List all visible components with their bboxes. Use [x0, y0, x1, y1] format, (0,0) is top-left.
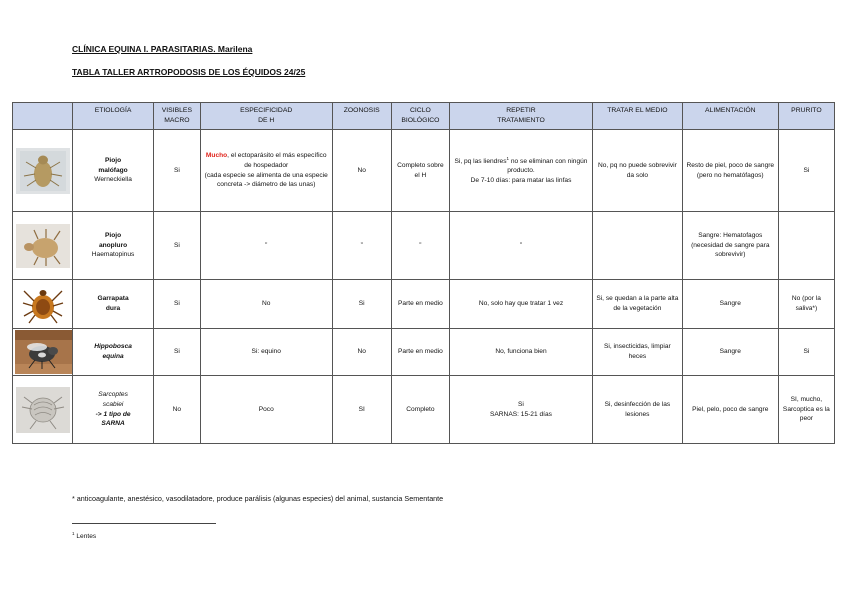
- ciclo-cell: Completo: [391, 376, 449, 444]
- col-zoonosis: ZOONOSIS: [332, 103, 391, 130]
- ciclo-cell: Parte en medio: [391, 329, 449, 376]
- visibles-cell: No: [153, 376, 200, 444]
- tratar-cell: Si, se quedan a la parte alta de la vegetación: [592, 280, 682, 329]
- zoonosis-cell: ”: [332, 212, 391, 280]
- table-row: [13, 280, 835, 329]
- name-cell: Sarcoptes scabiei -> 1 tipo de SARNA: [73, 376, 154, 444]
- especificidad-cell: Poco: [200, 376, 332, 444]
- name-cell: Piojo anopluro Haematopinus: [73, 212, 154, 280]
- col-visibles: VISIBLES MACRO: [153, 103, 200, 130]
- louse-anoplura-photo: [16, 224, 70, 268]
- sarcoptes-mite-photo-cell: [13, 376, 73, 444]
- sarcoptes-mite-photo: [16, 387, 70, 433]
- prurito-cell: [778, 212, 834, 280]
- col-tratar: TRATAR EL MEDIO: [592, 103, 682, 130]
- hippobosca-fly-photo-cell: [13, 329, 73, 376]
- col-etiologia: ETIOLOGÍA: [73, 103, 154, 130]
- especificidad-cell: Si: equino: [200, 329, 332, 376]
- col-prurito: PRURITO: [778, 103, 834, 130]
- asterisk-footnote: * anticoagulante, anestésico, vasodilatadore, produce parálisis (algunas especies) del animal, sustancia Sementante: [72, 494, 444, 503]
- ciclo-cell: Completo sobre el H: [391, 130, 449, 212]
- especificidad-cell: Mucho, el ectoparásito el más específico de hospedador (cada especie se alimenta de una especie concreta -> diámetro de las unas): [200, 130, 332, 212]
- col-repetir: REPETIR TRATAMIENTO: [450, 103, 593, 130]
- visibles-cell: Si: [153, 329, 200, 376]
- col-ciclo: CICLO BIOLÓGICO: [391, 103, 449, 130]
- tratar-cell: [592, 212, 682, 280]
- zoonosis-cell: Si: [332, 280, 391, 329]
- arthropods-table: [12, 102, 835, 444]
- ciclo-cell: ”: [391, 212, 449, 280]
- tratar-cell: Si, insecticidas, limpiar heces: [592, 329, 682, 376]
- document-subtitle: TABLA TALLER ARTROPODOSIS DE LOS ÉQUIDOS 24/25: [72, 67, 306, 77]
- document-title: CLÍNICA EQUINA I. PARASITARIAS. Marilena: [72, 44, 253, 54]
- repetir-cell: Si, pq las liendres$^1$ no se eliminan con ningún producto. De 7-10 días: para matar las linfas: [450, 130, 593, 212]
- alimentacion-cell: Sangre: Hematofagos (necesidad de sangre para sobrevivir): [682, 212, 778, 280]
- zoonosis-cell: No: [332, 130, 391, 212]
- visibles-cell: Si: [153, 212, 200, 280]
- name-cell: Piojo malófago Werneckiella: [73, 130, 154, 212]
- repetir-cell: Si SARNAS: 15-21 días: [450, 376, 593, 444]
- especificidad-cell: ”: [200, 212, 332, 280]
- louse-anoplura-photo-cell: [13, 212, 73, 280]
- table-row: [13, 212, 835, 280]
- footnote-divider: [72, 523, 216, 524]
- numbered-footnote: $^1$ Lentes: [72, 531, 97, 541]
- zoonosis-cell: No: [332, 329, 391, 376]
- col-especificidad: ESPECIFICIDAD DE H: [200, 103, 332, 130]
- header-row: [13, 103, 835, 130]
- louse-mallophaga-photo-cell: [13, 130, 73, 212]
- repetir-cell: No, solo hay que tratar 1 vez: [450, 280, 593, 329]
- table-row: [13, 130, 835, 212]
- zoonosis-cell: SI: [332, 376, 391, 444]
- alimentacion-cell: Piel, pelo, poco de sangre: [682, 376, 778, 444]
- visibles-cell: Si: [153, 280, 200, 329]
- tratar-cell: Si, desinfección de las lesiones: [592, 376, 682, 444]
- ciclo-cell: Parte en medio: [391, 280, 449, 329]
- repetir-cell: No, funciona bien: [450, 329, 593, 376]
- col-alimentacion: ALIMENTACIÓN: [682, 103, 778, 130]
- alimentacion-cell: Resto de piel, poco de sangre (pero no hematófagos): [682, 130, 778, 212]
- hippobosca-fly-photo: [15, 330, 73, 374]
- table-row: [13, 329, 835, 376]
- hard-tick-photo: [21, 283, 65, 325]
- alimentacion-cell: Sangre: [682, 329, 778, 376]
- louse-mallophaga-photo: [16, 148, 70, 194]
- name-cell: Garrapata dura: [73, 280, 154, 329]
- tratar-cell: No, pq no puede sobrevivir da solo: [592, 130, 682, 212]
- corner-cell: [13, 103, 73, 130]
- prurito-cell: Si: [778, 130, 834, 212]
- repetir-cell: ”: [450, 212, 593, 280]
- prurito-cell: No (por la saliva*): [778, 280, 834, 329]
- prurito-cell: SI, mucho, Sarcoptica es la peor: [778, 376, 834, 444]
- especificidad-cell: No: [200, 280, 332, 329]
- prurito-cell: Si: [778, 329, 834, 376]
- alimentacion-cell: Sangre: [682, 280, 778, 329]
- table-row: [13, 376, 835, 444]
- hard-tick-photo-cell: [13, 280, 73, 329]
- visibles-cell: Si: [153, 130, 200, 212]
- name-cell: Hippobosca equina: [73, 329, 154, 376]
